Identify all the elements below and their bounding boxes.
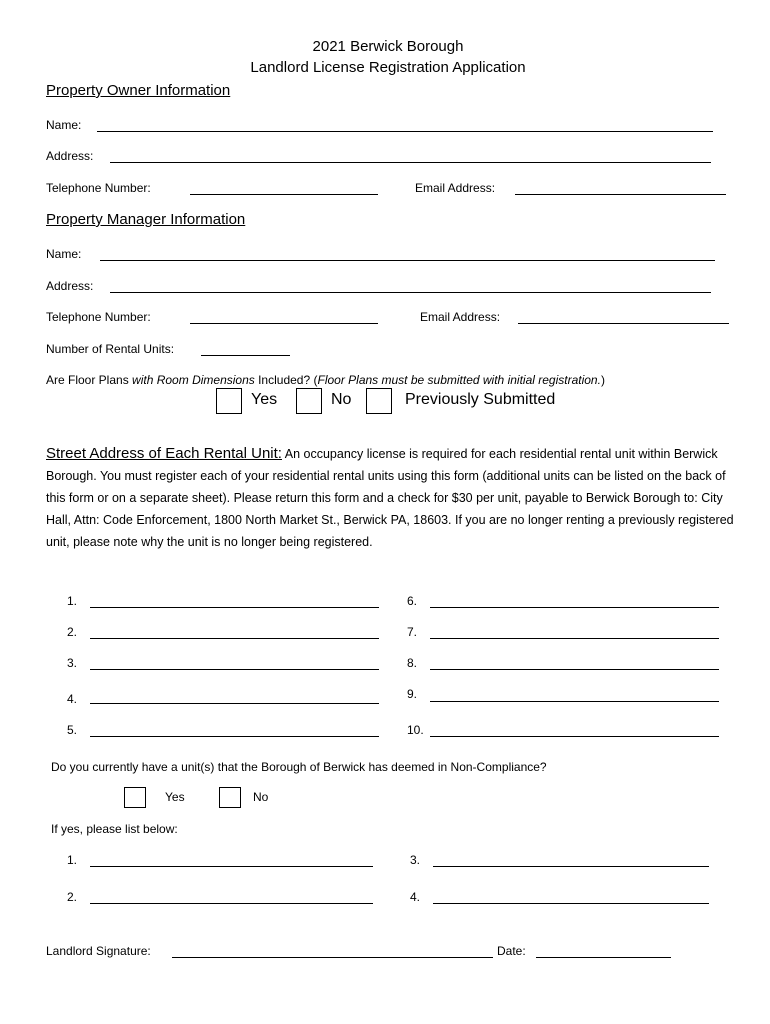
manager-phone-field[interactable] xyxy=(190,311,378,324)
noncompliance-item-number: 2. xyxy=(67,890,78,904)
manager-email-label: Email Address: xyxy=(420,310,501,324)
unit-number: 5. xyxy=(67,723,78,737)
floor-plans-yes-checkbox[interactable] xyxy=(216,388,242,414)
noncompliance-yes-checkbox[interactable] xyxy=(124,787,146,808)
noncompliance-field-2[interactable] xyxy=(90,891,373,904)
unit-field-1[interactable] xyxy=(90,595,379,608)
owner-address-label: Address: xyxy=(46,149,94,163)
unit-number: 1. xyxy=(67,594,78,608)
noncompliance-field-3[interactable] xyxy=(433,854,709,867)
owner-name-label: Name: xyxy=(46,118,82,132)
unit-number: 10. xyxy=(407,723,424,737)
unit-number: 3. xyxy=(67,656,78,670)
unit-field-5[interactable] xyxy=(90,724,379,737)
signature-field[interactable] xyxy=(172,945,493,958)
owner-name-field[interactable] xyxy=(97,119,713,132)
noncompliance-field-4[interactable] xyxy=(433,891,709,904)
noncompliance-item-number: 4. xyxy=(410,890,421,904)
date-label: Date: xyxy=(497,944,526,958)
manager-section-heading: Property Manager Information xyxy=(46,211,246,228)
floor-plans-question: Are Floor Plans with Room Dimensions Included? (Floor Plans must be submitted with initial registration.) xyxy=(46,373,605,387)
form-title: 2021 Berwick Borough xyxy=(312,38,464,55)
floor-plans-previous-label: Previously Submitted xyxy=(405,391,556,408)
unit-number: 8. xyxy=(407,656,418,670)
manager-phone-label: Telephone Number: xyxy=(46,310,151,324)
unit-field-10[interactable] xyxy=(430,724,719,737)
form-subtitle: Landlord License Registration Application xyxy=(250,59,526,76)
street-address-instructions: Street Address of Each Rental Unit: An occupancy license is required for each residential rental unit within Berwick Borough. You must register each of your residential rental units using this form (additional units can be listed on the back of this form or on a separate sheet). Please return this form and a check for $30 per unit, payable to Berwick Borough to: City Hall, Attn: Code Enforcement, 1800 North Market St., Berwick PA, 18603. If you are no longer renting a previously registered unit, please note why the unit is no longer being registered. xyxy=(46,445,734,549)
noncompliance-item-number: 3. xyxy=(410,853,421,867)
unit-field-2[interactable] xyxy=(90,626,379,639)
noncompliance-item-number: 1. xyxy=(67,853,78,867)
unit-field-9[interactable] xyxy=(430,689,719,702)
street-address-heading: Street Address of Each Rental Unit: xyxy=(46,445,282,462)
unit-number: 7. xyxy=(407,625,418,639)
noncompliance-list-label: If yes, please list below: xyxy=(51,822,178,836)
noncompliance-no-label: No xyxy=(253,790,269,804)
owner-phone-field[interactable] xyxy=(190,182,378,195)
owner-address-field[interactable] xyxy=(110,150,711,163)
floor-plans-previous-checkbox[interactable] xyxy=(366,388,392,414)
unit-field-6[interactable] xyxy=(430,595,719,608)
owner-email-field[interactable] xyxy=(515,182,726,195)
floor-plans-yes-label: Yes xyxy=(251,391,278,408)
owner-section-heading: Property Owner Information xyxy=(46,82,231,99)
unit-number: 2. xyxy=(67,625,78,639)
floor-plans-no-label: No xyxy=(331,391,352,408)
unit-field-4[interactable] xyxy=(90,691,379,704)
unit-field-3[interactable] xyxy=(90,657,379,670)
date-field[interactable] xyxy=(536,945,671,958)
owner-email-label: Email Address: xyxy=(415,181,496,195)
noncompliance-field-1[interactable] xyxy=(90,854,373,867)
noncompliance-no-checkbox[interactable] xyxy=(219,787,241,808)
noncompliance-question: Do you currently have a unit(s) that the Borough of Berwick has deemed in Non-Compliance? xyxy=(51,760,547,774)
manager-email-field[interactable] xyxy=(518,311,729,324)
unit-field-7[interactable] xyxy=(430,626,719,639)
owner-phone-label: Telephone Number: xyxy=(46,181,151,195)
unit-number: 9. xyxy=(407,687,418,701)
floor-plans-no-checkbox[interactable] xyxy=(296,388,322,414)
manager-address-field[interactable] xyxy=(110,280,711,293)
manager-name-field[interactable] xyxy=(100,248,715,261)
unit-field-8[interactable] xyxy=(430,657,719,670)
rental-units-field[interactable] xyxy=(201,343,290,356)
manager-address-label: Address: xyxy=(46,279,94,293)
noncompliance-yes-label: Yes xyxy=(165,790,185,804)
rental-units-label: Number of Rental Units: xyxy=(46,342,175,356)
unit-number: 4. xyxy=(67,692,78,706)
manager-name-label: Name: xyxy=(46,247,82,261)
signature-label: Landlord Signature: xyxy=(46,944,151,958)
unit-number: 6. xyxy=(407,594,418,608)
